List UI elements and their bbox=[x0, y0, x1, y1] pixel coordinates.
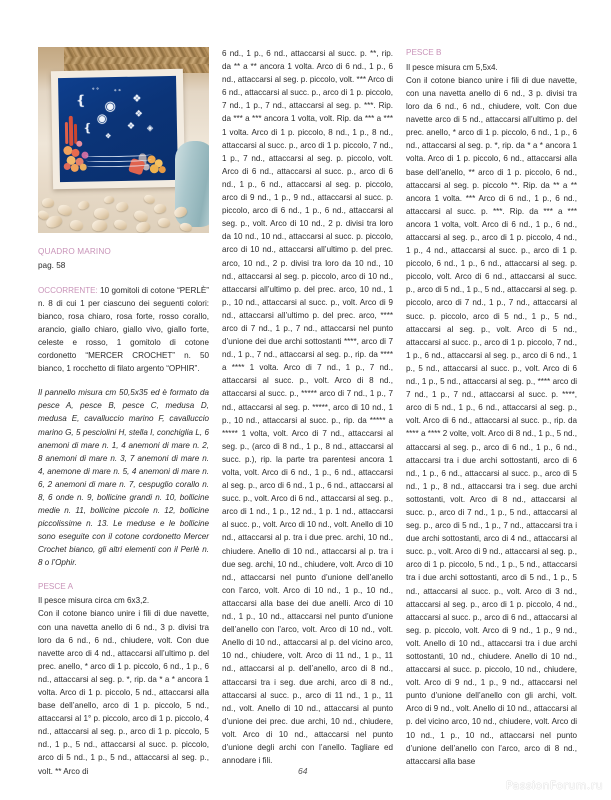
wave-lines bbox=[85, 152, 151, 165]
pesce-b-instructions: Con il cotone bianco unire i fili di due navette, con una navetta anello di 6 nd., 3 p. divisi tra loro da 6 nd., 6 nd., chiudere, volt. Con due navette arco di 5 nd., attaccarsi all’ultimo p. del prec. anello, * arco di 1 p. piccolo, 6 nd., 1 p., 6 nd., attaccarsi al seg. p. *, rip. da * a * ancora 1 volta. Arco di 1 p. piccolo, 6 nd., attaccarsi alla base dell’anello, ** arco di 1 p. piccolo, 6 nd., attaccarsi al seg. p. piccolo **. Rip. da ** a ** ancora 1 volta. *** Arco di 6 nd., 1 p., 6 nd., attaccarsi al succ. p. ***. Rip. da *** a *** ancora 1 volta, volt. Arco di 6 nd., 1 p., 6 nd., attaccarsi al seg. p., arco di 1 p. piccolo, 4 nd., 1 p., 4 nd., attaccarsi al succ. p., arco di 1 p. piccolo, 6 nd., 1 p., 6 nd., attaccarsi al seg. p. piccolo, volt. Arco di 6 nd., attaccarsi al succ. p., arco di 5 nd., 1 p., 5 nd., attaccarsi al seg. p. piccolo, arco di 7 nd., 1 p., 7 nd., attaccarsi al succ. p. piccolo, arco di 5 nd., 1 p., 5 nd., attaccarsi al seg. p., volt. Arco di 5 nd., attaccarsi al succ. p., arco di 1 p. piccolo, 7 nd., 1 p., 6 nd., attaccarsi al seg. p., arco di 6 nd., 1 p., 5 nd., attaccarsi al succ. p., volt. Arco di 6 nd., 1 p., 5 nd., attaccarsi al seg. p., **** arco di 7 nd., 1 p., 7 nd., attaccarsi al succ. p. ****, arco di 5 nd., 1 p., 6 nd., attaccarsi al seg. p., volt. Arco di 6 nd., attaccarsi al succ. p., rip. da **** a **** 2 volte, volt. Arco di 8 nd., 1 p., 5 nd., attaccarsi al seg. p., arco di 6 nd., 1 p., 6 nd., attaccarsi tra i due archi sottostanti, arco di 6 nd., 1 p., 6 nd., attaccarsi al succ. p., arco di 5 nd., 1 p., 8 nd., attaccarsi tra i seg. due archi sottostanti, volt. Arco di 8 nd., attaccarsi al succ. p., arco di 7 nd., 1 p., 5 nd., attaccarsi al seg. p., arco di 5 nd., 1 p., 7 nd., attaccarsi tra i due archi sottostanti, arco di 4 nd., attaccarsi al succ. p., volt. Arco di 9 nd., attaccarsi al seg. p., arco di 1 p. piccolo, 5 nd., 1 p., 5 nd., attaccarsi tra i due archi sottostanti, arco di 5 nd., 1 p., 5 nd., attaccarsi al succ. p., volt. Arco di 3 nd., attaccarsi al seg. p., arco di 1 p. piccolo, 4 nd., attaccarsi al succ. p., arco di 6 nd., attaccarsi al seg. p. piccolo, volt. Arco di 9 nd., 1 p., 9 nd., volt. Anello di 10 nd., attaccarsi tra i due archi sottostanti, 10 nd., chiudere. Anello di 10 nd., attaccarsi al succ. p. piccolo, 10 nd., chiudere, volt. Arco di 9 nd., 1 p., 9 nd., attaccarsi nel punto d’unione dell’anello con gli archi, volt. Arco di 9 nd., volt. Anello di 10 nd., attaccarsi al p. del vicino arco, 10 nd., chiudere, volt. Arco di 10 nd., 1 p., 10 nd., attaccarsi nel punto d’unione dell’anello con l’arco, arco di 8 nd., attaccarsi alla base bbox=[406, 75, 577, 766]
page-reference: pag. 58 bbox=[38, 260, 66, 270]
fish-motif-3: ❖ bbox=[126, 120, 136, 131]
middle-column bbox=[222, 47, 393, 766]
embroidered-canvas bbox=[58, 76, 178, 182]
page-number: 64 bbox=[298, 766, 308, 776]
pesce-a-instructions: Con il cotone bianco unire i fili di due navette, con una navetta anello di 6 nd., 3 p. divisi tra loro da 6 nd., 6 nd., chiudere, volt. Con due navette arco di 4 nd., attaccarsi all’ultimo p. del prec. anello, * arco di 1 p. piccolo, 6 nd., 1 p., 6 nd., attaccarsi al seg. p. *, rip. da * a * ancora 1 volta. Arco di 1 p. piccolo, 5 nd., attaccarsi alla base dell’anello, arco di 1 p. piccolo, 5 nd., attaccarsi al 1° p. piccolo, arco di 1 p. piccolo, 4 nd., attaccarsi al seg. p., arco di 1 p. piccolo, 5 nd., 1 p., 5 nd., attaccarsi al succ. p. piccolo, arco di 5 nd., 1 p., 5 nd., attaccarsi al seg. p., volt. ** Arco di bbox=[38, 609, 209, 776]
pesce-b-heading: PESCE B bbox=[406, 48, 442, 57]
shell-motif: ◈ bbox=[146, 123, 154, 133]
panel-description-paragraph: Il pannello misura cm 50,5x35 ed è formato da pesce A, pesce B, pesce C, medusa D, medusa E, cavalluccio marino F, cavalluccio marino G, 5 pesciolini H, stella I, conchiglia L, 6 anemoni di mare n. 1, 4 anemoni di mare n. 2, 8 anemoni di mare n. 3, 7 anemoni di mare n. 4, anemone di mare n. 5, 4 anemoni di mare n. 6, 2 anemoni di mare n. 7, cespuglio corallo n. 8, 6 onde n. 9, bollicine grandi n. 10, bollicine medie n. 11, bollicine piccole n. 12, bollicine piccolissime n. 13. Le meduse e le bollicine sono eseguite con il cotone cordonetto Mercer Crochet bianco, gli altri elementi con il Perlè n. 8 o l’Ophir. bbox=[38, 388, 209, 568]
seahorse-motif: ❴ bbox=[75, 92, 87, 108]
seashells-scatter bbox=[38, 175, 209, 233]
pesce-a-heading: PESCE A bbox=[38, 581, 74, 591]
fish-motif-large: ❖ bbox=[132, 93, 142, 105]
quadro-marino-photo bbox=[38, 47, 209, 233]
site-watermark: PassionForum.ru bbox=[506, 779, 603, 792]
fish-motif-2: ❖ bbox=[134, 108, 143, 119]
bubbles-motif-2: ⚬⚬ bbox=[113, 87, 122, 95]
seahorse-motif-2: ❴ bbox=[82, 122, 93, 135]
article-title: QUADRO MARINO bbox=[38, 247, 111, 256]
pesce-a-instructions-continued: 6 nd., 1 p., 6 nd., attaccarsi al succ. p. **, rip. da ** a ** ancora 1 volta. Arco di 6 nd., 1 p., 6 nd., attaccarsi al seg. p. piccolo, volt. *** Arco di 6 nd., attaccarsi al succ. p., arco di 1 p. piccolo, 7 nd., 1 p., 7 nd., attaccarsi al seg. p. ***. Rip. da *** a *** ancora 1 volta, volt. Rip. da *** a *** 1 volta. Arco di 1 p. piccolo, 8 nd., 1 p., 8 nd., attaccarsi al succ. p., arco di 1 p. piccolo, 7 nd., 1 p., 7 nd., attaccarsi al seg. p. piccolo, volt. Arco di 6 nd., attaccarsi al succ. p., arco di 6 nd., 1 p., 6 nd., attaccarsi al seg. p. piccolo, arco di 9 nd., 1 p., 9 nd., attaccarsi al succ. p. piccolo, arco di 6 nd., 1 p., 6 nd., attaccarsi al seg. p., volt. Arco di 10 nd., 2 p. divisi tra loro da 10 nd., 10 nd., attaccarsi al succ. p. piccolo, arco di 10 nd., attaccarsi all’ultimo p. del prec. arco, 10 nd., 2 p. divisi tra loro da 10 nd., 10 nd., attaccarsi al seg. p. piccolo, arco di 10 nd., attaccarsi all’ultimo p. del prec. arco, 10 nd., 1 p., 10 nd., attaccarsi al succ. p., volt. Arco di 9 nd., attaccarsi all’ultimo p. del prec. arco, **** arco di 7 nd., 1 p., 7 nd., attaccarsi nel punto d’unione dei due archi sottostanti ****, arco di 7 nd., 1 p., 7 nd., attaccarsi al seg. p., rip. da **** a **** 1 volta. Arco di 7 nd., 1 p., 7 nd., attaccarsi al succ. p., volt. Arco di 8 nd., attaccarsi al succ. p., ***** arco di 7 nd., 1 p., 7 nd., attaccarsi al seg. p. *****, arco di 10 nd., 1 p., 10 nd., attaccarsi al succ. p., rip. da ***** a ***** 1 volta, volt. Arco di 7 nd., attaccarsi al seg. p., (arco di 8 nd., 1 p., 8 nd., attaccarsi al succ. p.), rip. la parte tra parentesi ancora 1 volta, volt. Arco di 6 nd., 1 p., 6 nd., attaccarsi al seg. p., arco di 6 nd., 1 p., 6 nd., attaccarsi al succ. p., volt. Arco di 6 nd., attaccarsi al seg. p., arco di 1 nd., 1 p., 12 nd., 1 p. 1 nd., attaccarsi al succ. p., volt. Arco di 10 nd., volt. Anello di 10 nd., attaccarsi al p. tra i due prec. archi, 10 nd., chiudere. Anello di 10 nd., attaccarsi al p. tra i due seg. archi, 10 nd., chiudere, volt. Arco di 10 nd., attaccarsi nel punto d’unione dell’anello con l’arco, volt. Arco di 10 nd., 1 p., 10 nd., attaccarsi alla base dei due anelli. Arco di 10 nd., 1 p., 10 nd., attaccarsi nel punto d’unione dell’anello con l’arco, volt. Arco di 10 nd., volt. Anello di 10 nd., attaccarsi al p. del vicino arco, 10 nd., chiudere, volt. Arco di 11 nd., 1 p., 11 nd., attaccarsi al p. dell’anello, arco di 8 nd., attaccarsi tra i seg. due archi, arco di 8 nd., attaccarsi al succ. p., arco di 11 nd., 1 p., 11 nd., volt. Anello di 10 nd., attaccarsi al punto d’unione dei prec. due archi, 10 nd., chiudere, volt. Arco di 10 nd., attaccarsi nel punto d’unione degli archi con l’anello. Tagliare ed annodare i fili. bbox=[222, 49, 393, 766]
materials-paragraph bbox=[38, 284, 209, 376]
pesce-b-size: Il pesce misura cm 5,5x4. bbox=[406, 62, 498, 72]
left-column bbox=[38, 47, 209, 776]
pesce-a-size: Il pesce misura circa cm 6x3,2. bbox=[38, 596, 150, 606]
jellyfish-motif: ◉ bbox=[104, 98, 117, 114]
jellyfish-motif-2: ◉ bbox=[96, 111, 108, 126]
coral-cluster-left bbox=[63, 115, 98, 178]
fish-motif-small: ❖ bbox=[105, 133, 112, 141]
bubbles-motif: ⚬⚬ bbox=[91, 86, 100, 93]
picture-frame bbox=[51, 69, 185, 190]
right-column bbox=[406, 47, 577, 766]
materials-text: 10 gomitoli di cotone “PERLÈ” n. 8 di cui 1 per ciascuno dei seguenti colori: bianco, rosa chiaro, rosa forte, rosso corallo, arancio, giallo chiaro, giallo vivo, giallo forte, celeste e rosso, 1 gomitolo di cotone cordonetto “MERCER CROCHET” n. 50 bianco, 1 rocchetto di filato argento “OPHIR”. bbox=[38, 285, 209, 374]
materials-label: OCCORRENTE: bbox=[38, 285, 98, 295]
